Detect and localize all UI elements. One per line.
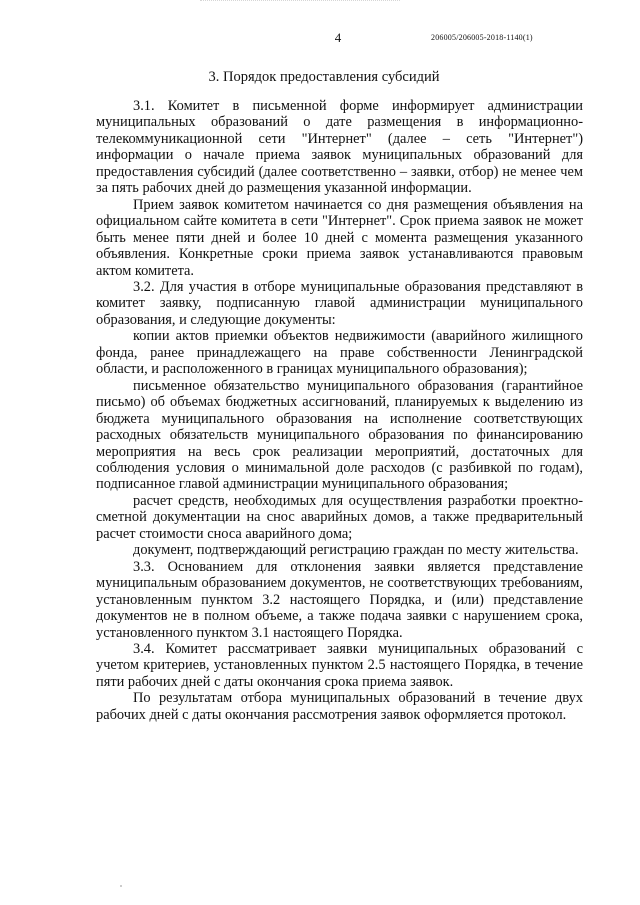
paragraph-application-intake: Прием заявок комитетом начинается со дня размещения объявления на официальном сайте комитета в сети "Интернет". Срок приема заявок не может быть менее пяти дней и более 10 дней с момента размещения указанного объявления. Конкретные сроки приема заявок устанавливаются правовым актом комитета. [96, 196, 583, 279]
scan-artifact [200, 0, 400, 5]
paragraph-cost-calculation: расчет средств, необходимых для осуществления разработки проектно-сметной документации на снос аварийных домов, а также предварительный расчет стоимости сноса аварийного дома; [96, 492, 583, 542]
paragraph-protocol: По результатам отбора муниципальных образований в течение двух рабочих дней с даты окончания рассмотрения заявок оформляется протокол. [96, 690, 583, 723]
paragraph-3-4: 3.4. Комитет рассматривает заявки муниципальных образований с учетом критериев, установленных пунктом 2.5 настоящего Порядка, в течение пяти рабочих дней с даты окончания срока приема заявок. [96, 640, 583, 690]
paragraph-3-1: 3.1. Комитет в письменной форме информирует администрации муниципальных образований о дате размещения в информационно-телекоммуникационной сети "Интернет" (далее – сеть "Интернет") информации о начале приема заявок муниципальных образований для предоставления субсидий (далее соответственно – заявки, отбор) не менее чем за пять рабочих дней до размещения указанной информации. [96, 98, 583, 197]
paragraph-written-commitment: письменное обязательство муниципального образования (гарантийное письмо) об объемах бюджетных ассигнований, планируемых к выделению из бюджета муниципального образования на исполнение соответствующих расходных обязательств муниципального образования по финансированию мероприятия на весь срок реализации мероприятий, достаточных для соблюдения условия о минимальной доле расходов (с разбивкой по годам), подписанное главой администрации муниципального образования; [96, 377, 583, 493]
paragraph-3-2: 3.2. Для участия в отборе муниципальные образования представляют в комитет заявку, подписанную главой администрации муниципального образования, и следующие документы: [96, 278, 583, 328]
section-title: 3. Порядок предоставления субсидий [208, 69, 440, 85]
paragraph-residence-document: документ, подтверждающий регистрацию граждан по месту жительства. [133, 542, 579, 559]
document-code: 206005/206005-2018-1140(1) [431, 33, 533, 42]
paragraph-acceptance-acts: копии актов приемки объектов недвижимости (аварийного жилищного фонда, ранее принадлежащего на праве собственности Ленинградской области, и расположенного в границах муниципального образования); [96, 328, 583, 378]
scan-speck [120, 885, 122, 887]
document-body [96, 98, 583, 723]
paragraph-3-3: 3.3. Основанием для отклонения заявки является представление муниципальным образованием документов, не соответствующих требованиям, установленным пунктом 3.2 настоящего Порядка, и (или) представление документов не в полном объеме, а также подача заявки с нарушением срока, установленного пунктом 3.1 настоящего Порядка. [96, 558, 583, 641]
page-number: 4 [334, 30, 342, 45]
